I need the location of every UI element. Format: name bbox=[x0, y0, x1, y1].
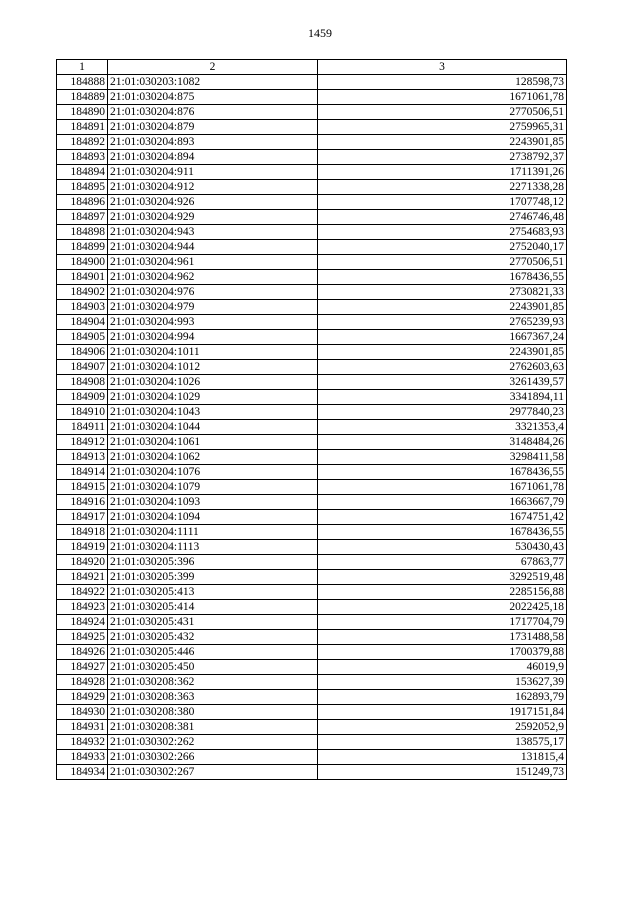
value-cell: 2754683,93 bbox=[318, 225, 567, 240]
row-number-cell: 184930 bbox=[57, 705, 108, 720]
value-cell: 3321353,4 bbox=[318, 420, 567, 435]
value-cell: 2243901,85 bbox=[318, 135, 567, 150]
cadastral-number-cell: 21:01:030205:396 bbox=[108, 555, 318, 570]
cadastral-number-cell: 21:01:030204:1061 bbox=[108, 435, 318, 450]
row-number-cell: 184932 bbox=[57, 735, 108, 750]
row-number-cell: 184910 bbox=[57, 405, 108, 420]
value-cell: 2765239,93 bbox=[318, 315, 567, 330]
value-cell: 2243901,85 bbox=[318, 300, 567, 315]
table-row bbox=[57, 210, 567, 225]
row-number-cell: 184913 bbox=[57, 450, 108, 465]
table-row bbox=[57, 600, 567, 615]
value-cell: 1674751,42 bbox=[318, 510, 567, 525]
cadastral-number-cell: 21:01:030204:929 bbox=[108, 210, 318, 225]
table-row bbox=[57, 540, 567, 555]
value-cell: 530430,43 bbox=[318, 540, 567, 555]
cadastral-number-cell: 21:01:030204:993 bbox=[108, 315, 318, 330]
cadastral-number-cell: 21:01:030302:266 bbox=[108, 750, 318, 765]
column-header-2: 2 bbox=[108, 60, 318, 75]
table-row bbox=[57, 420, 567, 435]
table-row bbox=[57, 150, 567, 165]
cadastral-number-cell: 21:01:030302:262 bbox=[108, 735, 318, 750]
cadastral-number-cell: 21:01:030208:380 bbox=[108, 705, 318, 720]
table-row bbox=[57, 660, 567, 675]
row-number-cell: 184891 bbox=[57, 120, 108, 135]
row-number-cell: 184915 bbox=[57, 480, 108, 495]
cadastral-number-cell: 21:01:030203:1082 bbox=[108, 75, 318, 90]
value-cell: 2592052,9 bbox=[318, 720, 567, 735]
row-number-cell: 184933 bbox=[57, 750, 108, 765]
value-cell: 2752040,17 bbox=[318, 240, 567, 255]
cadastral-number-cell: 21:01:030204:879 bbox=[108, 120, 318, 135]
cadastral-number-cell: 21:01:030208:381 bbox=[108, 720, 318, 735]
row-number-cell: 184905 bbox=[57, 330, 108, 345]
table-row bbox=[57, 105, 567, 120]
cadastral-number-cell: 21:01:030208:362 bbox=[108, 675, 318, 690]
row-number-cell: 184906 bbox=[57, 345, 108, 360]
cadastral-number-cell: 21:01:030204:1029 bbox=[108, 390, 318, 405]
table-row bbox=[57, 570, 567, 585]
table-row bbox=[57, 345, 567, 360]
row-number-cell: 184916 bbox=[57, 495, 108, 510]
table-row bbox=[57, 360, 567, 375]
table-row bbox=[57, 495, 567, 510]
table-row bbox=[57, 750, 567, 765]
table-row bbox=[57, 435, 567, 450]
value-cell: 3148484,26 bbox=[318, 435, 567, 450]
row-number-cell: 184901 bbox=[57, 270, 108, 285]
cadastral-number-cell: 21:01:030204:911 bbox=[108, 165, 318, 180]
cadastral-number-cell: 21:01:030204:976 bbox=[108, 285, 318, 300]
table-row bbox=[57, 375, 567, 390]
cadastral-number-cell: 21:01:030204:1012 bbox=[108, 360, 318, 375]
page-number: 1459 bbox=[308, 26, 332, 40]
value-cell: 1731488,58 bbox=[318, 630, 567, 645]
cadastral-number-cell: 21:01:030204:1111 bbox=[108, 525, 318, 540]
row-number-cell: 184908 bbox=[57, 375, 108, 390]
cadastral-number-cell: 21:01:030204:912 bbox=[108, 180, 318, 195]
value-cell: 2762603,63 bbox=[318, 360, 567, 375]
table-row bbox=[57, 645, 567, 660]
value-cell: 2243901,85 bbox=[318, 345, 567, 360]
table-row bbox=[57, 315, 567, 330]
cadastral-number-cell: 21:01:030204:894 bbox=[108, 150, 318, 165]
row-number-cell: 184924 bbox=[57, 615, 108, 630]
row-number-cell: 184911 bbox=[57, 420, 108, 435]
value-cell: 2746746,48 bbox=[318, 210, 567, 225]
table-row bbox=[57, 480, 567, 495]
value-cell: 1671061,78 bbox=[318, 90, 567, 105]
cadastral-number-cell: 21:01:030208:363 bbox=[108, 690, 318, 705]
row-number-cell: 184897 bbox=[57, 210, 108, 225]
value-cell: 2770506,51 bbox=[318, 255, 567, 270]
value-cell: 1663667,79 bbox=[318, 495, 567, 510]
row-number-cell: 184904 bbox=[57, 315, 108, 330]
table-row bbox=[57, 630, 567, 645]
value-cell: 3261439,57 bbox=[318, 375, 567, 390]
cadastral-number-cell: 21:01:030204:1093 bbox=[108, 495, 318, 510]
row-number-cell: 184894 bbox=[57, 165, 108, 180]
cadastral-number-cell: 21:01:030205:432 bbox=[108, 630, 318, 645]
table-header-row bbox=[57, 60, 567, 75]
value-cell: 3298411,58 bbox=[318, 450, 567, 465]
row-number-cell: 184907 bbox=[57, 360, 108, 375]
value-cell: 2738792,37 bbox=[318, 150, 567, 165]
cadastral-number-cell: 21:01:030204:893 bbox=[108, 135, 318, 150]
table-row bbox=[57, 270, 567, 285]
value-cell: 2977840,23 bbox=[318, 405, 567, 420]
row-number-cell: 184895 bbox=[57, 180, 108, 195]
table-row bbox=[57, 255, 567, 270]
table-row bbox=[57, 135, 567, 150]
row-number-cell: 184909 bbox=[57, 390, 108, 405]
table-row bbox=[57, 735, 567, 750]
value-cell: 3341894,11 bbox=[318, 390, 567, 405]
row-number-cell: 184892 bbox=[57, 135, 108, 150]
table-row bbox=[57, 465, 567, 480]
table-row bbox=[57, 555, 567, 570]
table-row bbox=[57, 300, 567, 315]
value-cell: 1678436,55 bbox=[318, 525, 567, 540]
row-number-cell: 184928 bbox=[57, 675, 108, 690]
value-cell: 151249,73 bbox=[318, 765, 567, 780]
row-number-cell: 184914 bbox=[57, 465, 108, 480]
table-row bbox=[57, 195, 567, 210]
row-number-cell: 184917 bbox=[57, 510, 108, 525]
cadastral-number-cell: 21:01:030204:1079 bbox=[108, 480, 318, 495]
table-row bbox=[57, 390, 567, 405]
row-number-cell: 184890 bbox=[57, 105, 108, 120]
table-row bbox=[57, 405, 567, 420]
cadastral-number-cell: 21:01:030205:446 bbox=[108, 645, 318, 660]
value-cell: 1711391,26 bbox=[318, 165, 567, 180]
value-cell: 1700379,88 bbox=[318, 645, 567, 660]
table-row bbox=[57, 675, 567, 690]
value-cell: 1717704,79 bbox=[318, 615, 567, 630]
cadastral-number-cell: 21:01:030205:414 bbox=[108, 600, 318, 615]
column-header-1: 1 bbox=[57, 60, 108, 75]
cadastral-number-cell: 21:01:030204:875 bbox=[108, 90, 318, 105]
cadastral-number-cell: 21:01:030204:994 bbox=[108, 330, 318, 345]
table-body bbox=[57, 75, 567, 780]
table-row bbox=[57, 240, 567, 255]
table-row bbox=[57, 450, 567, 465]
cadastral-number-cell: 21:01:030204:1026 bbox=[108, 375, 318, 390]
value-cell: 1671061,78 bbox=[318, 480, 567, 495]
row-number-cell: 184922 bbox=[57, 585, 108, 600]
value-cell: 3292519,48 bbox=[318, 570, 567, 585]
value-cell: 2271338,28 bbox=[318, 180, 567, 195]
column-header-3: 3 bbox=[318, 60, 567, 75]
cadastral-number-cell: 21:01:030204:979 bbox=[108, 300, 318, 315]
table-row bbox=[57, 510, 567, 525]
table-row bbox=[57, 705, 567, 720]
row-number-cell: 184931 bbox=[57, 720, 108, 735]
row-number-cell: 184923 bbox=[57, 600, 108, 615]
value-cell: 128598,73 bbox=[318, 75, 567, 90]
row-number-cell: 184896 bbox=[57, 195, 108, 210]
cadastral-number-cell: 21:01:030204:944 bbox=[108, 240, 318, 255]
row-number-cell: 184921 bbox=[57, 570, 108, 585]
value-cell: 67863,77 bbox=[318, 555, 567, 570]
value-cell: 1707748,12 bbox=[318, 195, 567, 210]
table-row bbox=[57, 765, 567, 780]
row-number-cell: 184920 bbox=[57, 555, 108, 570]
cadastral-number-cell: 21:01:030204:943 bbox=[108, 225, 318, 240]
cadastral-number-cell: 21:01:030204:926 bbox=[108, 195, 318, 210]
table-row bbox=[57, 285, 567, 300]
row-number-cell: 184934 bbox=[57, 765, 108, 780]
cadastral-number-cell: 21:01:030204:1043 bbox=[108, 405, 318, 420]
registry-table bbox=[56, 59, 567, 780]
row-number-cell: 184900 bbox=[57, 255, 108, 270]
cadastral-number-cell: 21:01:030302:267 bbox=[108, 765, 318, 780]
table-row bbox=[57, 120, 567, 135]
value-cell: 2770506,51 bbox=[318, 105, 567, 120]
table-row bbox=[57, 180, 567, 195]
cadastral-number-cell: 21:01:030204:1062 bbox=[108, 450, 318, 465]
table-row bbox=[57, 720, 567, 735]
table-row bbox=[57, 225, 567, 240]
value-cell: 1667367,24 bbox=[318, 330, 567, 345]
cadastral-number-cell: 21:01:030204:961 bbox=[108, 255, 318, 270]
value-cell: 162893,79 bbox=[318, 690, 567, 705]
table-row bbox=[57, 75, 567, 90]
cadastral-number-cell: 21:01:030205:431 bbox=[108, 615, 318, 630]
value-cell: 131815,4 bbox=[318, 750, 567, 765]
value-cell: 1917151,84 bbox=[318, 705, 567, 720]
table-row bbox=[57, 330, 567, 345]
value-cell: 46019,9 bbox=[318, 660, 567, 675]
row-number-cell: 184926 bbox=[57, 645, 108, 660]
cadastral-number-cell: 21:01:030204:1011 bbox=[108, 345, 318, 360]
row-number-cell: 184893 bbox=[57, 150, 108, 165]
row-number-cell: 184888 bbox=[57, 75, 108, 90]
cadastral-number-cell: 21:01:030204:876 bbox=[108, 105, 318, 120]
cadastral-number-cell: 21:01:030205:399 bbox=[108, 570, 318, 585]
value-cell: 2022425,18 bbox=[318, 600, 567, 615]
table-row bbox=[57, 165, 567, 180]
row-number-cell: 184889 bbox=[57, 90, 108, 105]
value-cell: 2759965,31 bbox=[318, 120, 567, 135]
cadastral-number-cell: 21:01:030204:1094 bbox=[108, 510, 318, 525]
table-row bbox=[57, 585, 567, 600]
value-cell: 1678436,55 bbox=[318, 465, 567, 480]
cadastral-number-cell: 21:01:030205:450 bbox=[108, 660, 318, 675]
table-row bbox=[57, 690, 567, 705]
row-number-cell: 184919 bbox=[57, 540, 108, 555]
row-number-cell: 184927 bbox=[57, 660, 108, 675]
table-row bbox=[57, 90, 567, 105]
row-number-cell: 184903 bbox=[57, 300, 108, 315]
value-cell: 1678436,55 bbox=[318, 270, 567, 285]
row-number-cell: 184902 bbox=[57, 285, 108, 300]
table-row bbox=[57, 615, 567, 630]
row-number-cell: 184918 bbox=[57, 525, 108, 540]
cadastral-number-cell: 21:01:030204:1076 bbox=[108, 465, 318, 480]
cadastral-number-cell: 21:01:030204:962 bbox=[108, 270, 318, 285]
value-cell: 2285156,88 bbox=[318, 585, 567, 600]
value-cell: 138575,17 bbox=[318, 735, 567, 750]
cadastral-number-cell: 21:01:030205:413 bbox=[108, 585, 318, 600]
row-number-cell: 184898 bbox=[57, 225, 108, 240]
cadastral-number-cell: 21:01:030204:1113 bbox=[108, 540, 318, 555]
cadastral-number-cell: 21:01:030204:1044 bbox=[108, 420, 318, 435]
row-number-cell: 184925 bbox=[57, 630, 108, 645]
row-number-cell: 184912 bbox=[57, 435, 108, 450]
value-cell: 153627,39 bbox=[318, 675, 567, 690]
row-number-cell: 184929 bbox=[57, 690, 108, 705]
table-row bbox=[57, 525, 567, 540]
value-cell: 2730821,33 bbox=[318, 285, 567, 300]
row-number-cell: 184899 bbox=[57, 240, 108, 255]
